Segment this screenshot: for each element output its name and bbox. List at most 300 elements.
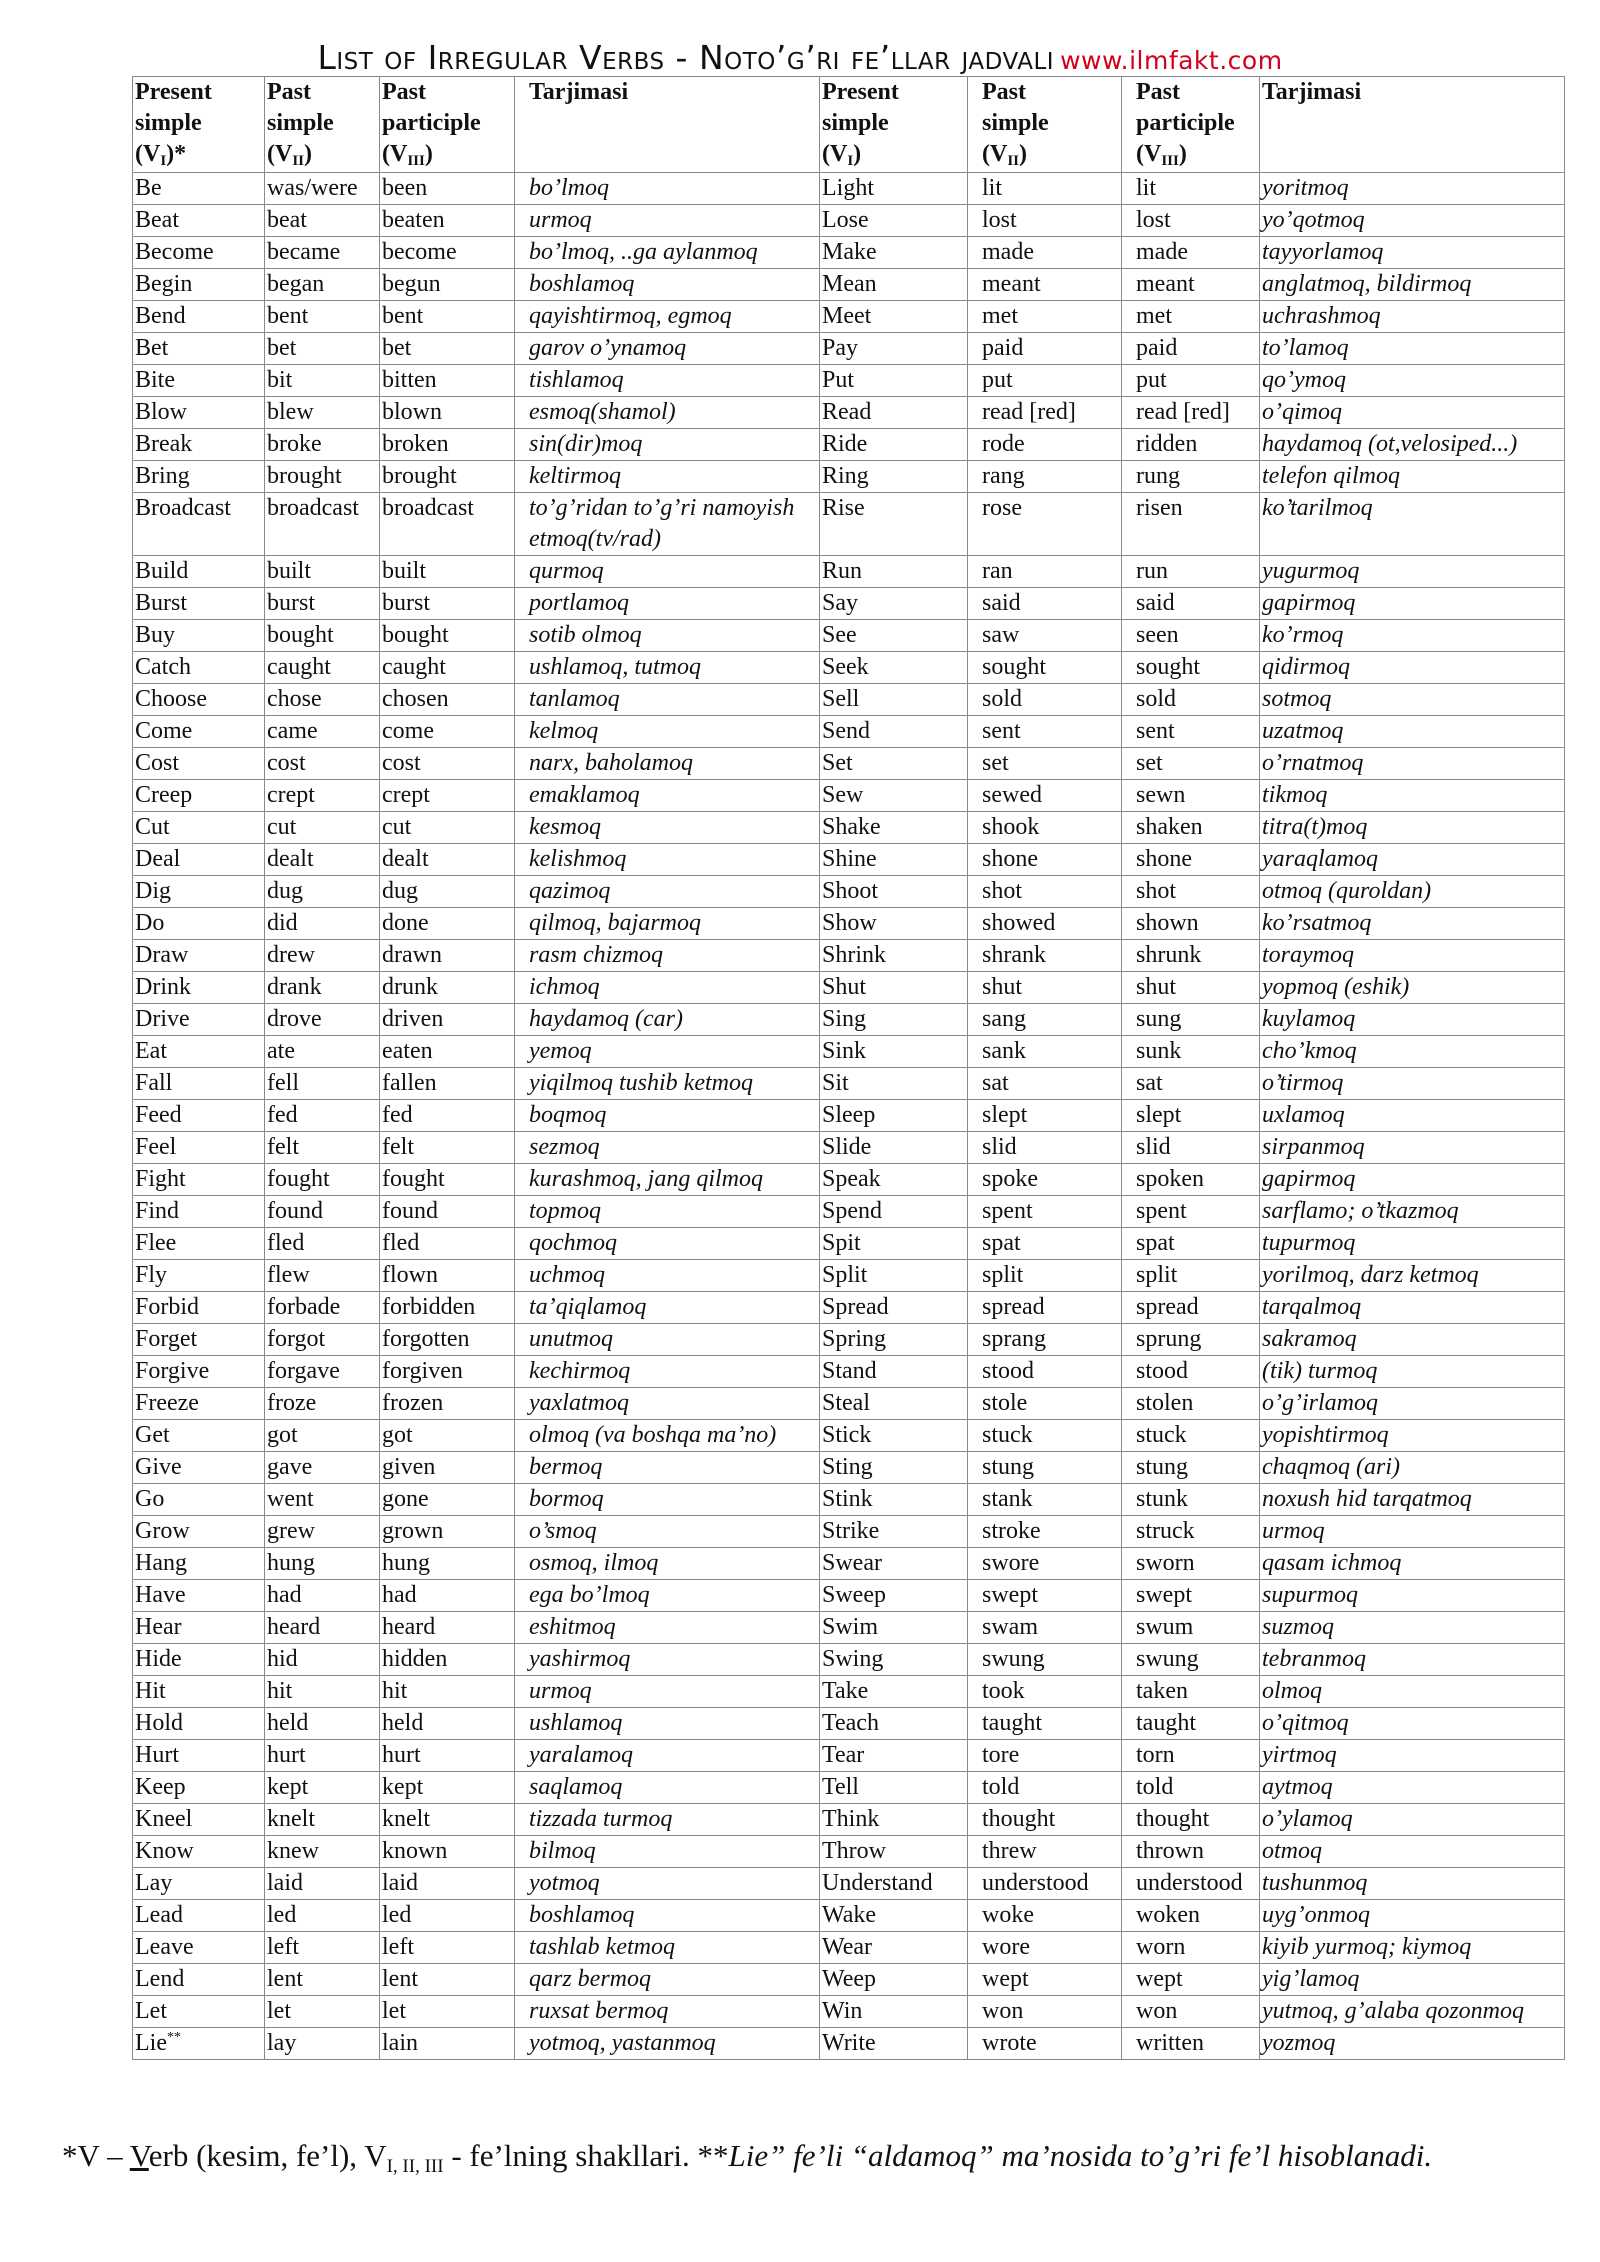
verb-past-2: lit bbox=[968, 173, 1122, 205]
verb-translation: narx, baholamoq bbox=[515, 748, 820, 780]
verb-past-2: sewed bbox=[968, 780, 1122, 812]
verb-translation: o’smoq bbox=[515, 1516, 820, 1548]
verb-translation-2: sotmoq bbox=[1260, 684, 1565, 716]
table-row bbox=[133, 940, 1565, 972]
verb-past-2: shut bbox=[968, 972, 1122, 1004]
verb-present-2: Ride bbox=[820, 429, 968, 461]
verb-participle-2: spat bbox=[1122, 1228, 1260, 1260]
verb-past: hit bbox=[265, 1676, 380, 1708]
verb-present: Cut bbox=[133, 812, 265, 844]
verb-past: had bbox=[265, 1580, 380, 1612]
verb-past-2: swam bbox=[968, 1612, 1122, 1644]
verb-present: Grow bbox=[133, 1516, 265, 1548]
verb-past: felt bbox=[265, 1132, 380, 1164]
verb-participle: burst bbox=[380, 588, 515, 620]
verb-translation-2: anglatmoq, bildirmoq bbox=[1260, 269, 1565, 301]
table-row bbox=[133, 684, 1565, 716]
verb-present-2: Shut bbox=[820, 972, 968, 1004]
verb-participle: fled bbox=[380, 1228, 515, 1260]
verb-participle: been bbox=[380, 173, 515, 205]
verb-past-2: spoke bbox=[968, 1164, 1122, 1196]
verb-past: blew bbox=[265, 397, 380, 429]
verb-present: Hear bbox=[133, 1612, 265, 1644]
verb-present-2: Meet bbox=[820, 301, 968, 333]
verb-translation-2: yutmoq, g’alaba qozonmoq bbox=[1260, 1996, 1565, 2028]
verb-past-2: stung bbox=[968, 1452, 1122, 1484]
verb-participle: chosen bbox=[380, 684, 515, 716]
verb-participle-2: seen bbox=[1122, 620, 1260, 652]
verb-past: bet bbox=[265, 333, 380, 365]
verb-past: laid bbox=[265, 1868, 380, 1900]
verb-present-2: Stand bbox=[820, 1356, 968, 1388]
verb-translation: kechirmoq bbox=[515, 1356, 820, 1388]
verb-present-2: Win bbox=[820, 1996, 968, 2028]
verb-past: became bbox=[265, 237, 380, 269]
verb-participle-2: stuck bbox=[1122, 1420, 1260, 1452]
verb-past-2: shot bbox=[968, 876, 1122, 908]
verb-past: drank bbox=[265, 972, 380, 1004]
verb-participle: bitten bbox=[380, 365, 515, 397]
verb-present: Blow bbox=[133, 397, 265, 429]
verb-past: came bbox=[265, 716, 380, 748]
verb-present-2: Read bbox=[820, 397, 968, 429]
verb-participle-2: shaken bbox=[1122, 812, 1260, 844]
footnote: *V – Verb (kesim, fe’l), $V_{I, II, III}$ - fe’lning shakllari. **Lie” fe’li “aldamoq” ma’nosida to’g’ri fe’l hisoblanadi. bbox=[62, 2138, 1433, 2177]
verb-past-2: stank bbox=[968, 1484, 1122, 1516]
verb-translation: topmoq bbox=[515, 1196, 820, 1228]
verb-present-2: Set bbox=[820, 748, 968, 780]
verb-past: lay bbox=[265, 2028, 380, 2060]
table-row bbox=[133, 1484, 1565, 1516]
verb-translation: qochmoq bbox=[515, 1228, 820, 1260]
verb-participle-2: worn bbox=[1122, 1932, 1260, 1964]
table-row bbox=[133, 1772, 1565, 1804]
verb-participle-2: sung bbox=[1122, 1004, 1260, 1036]
verb-past-2: wept bbox=[968, 1964, 1122, 1996]
verb-present-2: Take bbox=[820, 1676, 968, 1708]
verb-past-2: showed bbox=[968, 908, 1122, 940]
verb-participle: driven bbox=[380, 1004, 515, 1036]
verb-present: Go bbox=[133, 1484, 265, 1516]
verb-participle: led bbox=[380, 1900, 515, 1932]
verb-past-2: rode bbox=[968, 429, 1122, 461]
verb-present: Deal bbox=[133, 844, 265, 876]
verb-participle-2: sought bbox=[1122, 652, 1260, 684]
verb-present-2: Swing bbox=[820, 1644, 968, 1676]
verb-participle-2: taken bbox=[1122, 1676, 1260, 1708]
verb-translation: tishlamoq bbox=[515, 365, 820, 397]
verb-present: Creep bbox=[133, 780, 265, 812]
verb-present: Feel bbox=[133, 1132, 265, 1164]
verb-past-2: saw bbox=[968, 620, 1122, 652]
verb-translation: ushlamoq, tutmoq bbox=[515, 652, 820, 684]
verb-participle: frozen bbox=[380, 1388, 515, 1420]
verb-present-2: Run bbox=[820, 556, 968, 588]
header-present-simple: Present simple $(V_I)*$ bbox=[133, 77, 265, 173]
verb-translation-2: ko’rsatmoq bbox=[1260, 908, 1565, 940]
verb-past: chose bbox=[265, 684, 380, 716]
verb-translation: qilmoq, bajarmoq bbox=[515, 908, 820, 940]
verb-past-2: sat bbox=[968, 1068, 1122, 1100]
verb-participle: bent bbox=[380, 301, 515, 333]
verb-participle: fallen bbox=[380, 1068, 515, 1100]
verb-translation: ega bo’lmoq bbox=[515, 1580, 820, 1612]
table-row bbox=[133, 2028, 1565, 2060]
table-row bbox=[133, 1228, 1565, 1260]
verb-present-2: Sew bbox=[820, 780, 968, 812]
verb-participle-2: run bbox=[1122, 556, 1260, 588]
verb-past: brought bbox=[265, 461, 380, 493]
table-row bbox=[133, 1292, 1565, 1324]
table-row bbox=[133, 748, 1565, 780]
verb-participle: let bbox=[380, 1996, 515, 2028]
table-row bbox=[133, 237, 1565, 269]
verb-past-2: sang bbox=[968, 1004, 1122, 1036]
verb-past: broke bbox=[265, 429, 380, 461]
verb-participle-2: shone bbox=[1122, 844, 1260, 876]
table-row bbox=[133, 1036, 1565, 1068]
table-row bbox=[133, 1420, 1565, 1452]
verb-present: Buy bbox=[133, 620, 265, 652]
verb-participle-2: swung bbox=[1122, 1644, 1260, 1676]
verb-translation: bermoq bbox=[515, 1452, 820, 1484]
verb-participle: broadcast bbox=[380, 493, 515, 556]
verb-translation-2: o’qitmoq bbox=[1260, 1708, 1565, 1740]
verb-present: Feed bbox=[133, 1100, 265, 1132]
verb-participle: begun bbox=[380, 269, 515, 301]
verb-past-2: stroke bbox=[968, 1516, 1122, 1548]
verb-past: crept bbox=[265, 780, 380, 812]
verb-present-2: Spend bbox=[820, 1196, 968, 1228]
verb-past: fed bbox=[265, 1100, 380, 1132]
verb-present: Come bbox=[133, 716, 265, 748]
verb-past-2: slid bbox=[968, 1132, 1122, 1164]
verb-present: Begin bbox=[133, 269, 265, 301]
verb-past: knelt bbox=[265, 1804, 380, 1836]
verb-past-2: wrote bbox=[968, 2028, 1122, 2060]
verb-present-2: Tear bbox=[820, 1740, 968, 1772]
table-row bbox=[133, 1388, 1565, 1420]
verb-translation: haydamoq (car) bbox=[515, 1004, 820, 1036]
verb-participle-2: swept bbox=[1122, 1580, 1260, 1612]
verb-translation-2: uyg’onmoq bbox=[1260, 1900, 1565, 1932]
table-row bbox=[133, 844, 1565, 876]
verb-participle: laid bbox=[380, 1868, 515, 1900]
verb-translation-2: haydamoq (ot,velosiped...) bbox=[1260, 429, 1565, 461]
verb-present-2: See bbox=[820, 620, 968, 652]
verb-participle: beaten bbox=[380, 205, 515, 237]
verb-participle-2: sewn bbox=[1122, 780, 1260, 812]
verb-present: Forbid bbox=[133, 1292, 265, 1324]
verb-past-2: stole bbox=[968, 1388, 1122, 1420]
verb-translation-2: o’g’irlamoq bbox=[1260, 1388, 1565, 1420]
verb-participle: got bbox=[380, 1420, 515, 1452]
verb-participle: broken bbox=[380, 429, 515, 461]
verb-translation-2: cho’kmoq bbox=[1260, 1036, 1565, 1068]
table-row bbox=[133, 908, 1565, 940]
verb-translation: portlamoq bbox=[515, 588, 820, 620]
verb-past: led bbox=[265, 1900, 380, 1932]
verb-past-2: thought bbox=[968, 1804, 1122, 1836]
table-row bbox=[133, 620, 1565, 652]
verb-participle-2: stunk bbox=[1122, 1484, 1260, 1516]
verb-translation-2: aytmoq bbox=[1260, 1772, 1565, 1804]
verb-participle: drunk bbox=[380, 972, 515, 1004]
verb-translation: ta’qiqlamoq bbox=[515, 1292, 820, 1324]
verb-translation: eshitmoq bbox=[515, 1612, 820, 1644]
verb-translation: sin(dir)moq bbox=[515, 429, 820, 461]
verb-translation: boshlamoq bbox=[515, 269, 820, 301]
verb-participle: dug bbox=[380, 876, 515, 908]
verb-participle: eaten bbox=[380, 1036, 515, 1068]
verb-present: Flee bbox=[133, 1228, 265, 1260]
verb-present-2: Ring bbox=[820, 461, 968, 493]
verb-translation-2: gapirmoq bbox=[1260, 1164, 1565, 1196]
table-row bbox=[133, 652, 1565, 684]
verb-translation: yemoq bbox=[515, 1036, 820, 1068]
verb-past-2: rose bbox=[968, 493, 1122, 556]
table-row bbox=[133, 1324, 1565, 1356]
table-row bbox=[133, 1004, 1565, 1036]
table-row bbox=[133, 1740, 1565, 1772]
verb-past: bought bbox=[265, 620, 380, 652]
verb-past: bit bbox=[265, 365, 380, 397]
verb-participle-2: sworn bbox=[1122, 1548, 1260, 1580]
verb-participle-2: read [red] bbox=[1122, 397, 1260, 429]
verb-past: fell bbox=[265, 1068, 380, 1100]
verb-past: fled bbox=[265, 1228, 380, 1260]
verb-present: Hide bbox=[133, 1644, 265, 1676]
verb-present: Drink bbox=[133, 972, 265, 1004]
verb-present-2: Slide bbox=[820, 1132, 968, 1164]
verb-present-2: Say bbox=[820, 588, 968, 620]
verb-past-2: sank bbox=[968, 1036, 1122, 1068]
verb-present: Fall bbox=[133, 1068, 265, 1100]
table-row bbox=[133, 1132, 1565, 1164]
verb-present: Fight bbox=[133, 1164, 265, 1196]
verb-translation: tanlamoq bbox=[515, 684, 820, 716]
verb-participle-2: sprung bbox=[1122, 1324, 1260, 1356]
verb-translation: qazimoq bbox=[515, 876, 820, 908]
table-row bbox=[133, 1356, 1565, 1388]
header-past-simple: Past simple $(V_{II})$ bbox=[265, 77, 380, 173]
verb-present: Forgive bbox=[133, 1356, 265, 1388]
verb-past: hurt bbox=[265, 1740, 380, 1772]
verb-participle: built bbox=[380, 556, 515, 588]
table-row bbox=[133, 365, 1565, 397]
verb-past: cost bbox=[265, 748, 380, 780]
verb-present-2: Put bbox=[820, 365, 968, 397]
footnote-marker: ** bbox=[166, 2030, 181, 2045]
table-row bbox=[133, 716, 1565, 748]
verb-participle-2: shrunk bbox=[1122, 940, 1260, 972]
table-row bbox=[133, 1836, 1565, 1868]
verb-translation-2: kiyib yurmoq; kiymoq bbox=[1260, 1932, 1565, 1964]
header-translation: Tarjimasi bbox=[515, 77, 820, 173]
verb-past: forbade bbox=[265, 1292, 380, 1324]
verb-translation: qurmoq bbox=[515, 556, 820, 588]
table-header-row bbox=[133, 77, 1565, 173]
verb-translation: urmoq bbox=[515, 205, 820, 237]
verb-participle-2: said bbox=[1122, 588, 1260, 620]
verb-present-2: Shoot bbox=[820, 876, 968, 908]
verb-translation: kurashmoq, jang qilmoq bbox=[515, 1164, 820, 1196]
verb-present: Hang bbox=[133, 1548, 265, 1580]
verb-past: was/were bbox=[265, 173, 380, 205]
verb-participle-2: made bbox=[1122, 237, 1260, 269]
table-row bbox=[133, 1964, 1565, 1996]
table-row bbox=[133, 301, 1565, 333]
verb-translation-2: sarflamo; o’tkazmoq bbox=[1260, 1196, 1565, 1228]
verb-translation-2: o’tirmoq bbox=[1260, 1068, 1565, 1100]
verb-present-2: Throw bbox=[820, 1836, 968, 1868]
verb-participle-2: shut bbox=[1122, 972, 1260, 1004]
verb-present-2: Spring bbox=[820, 1324, 968, 1356]
verb-translation-2: yopishtirmoq bbox=[1260, 1420, 1565, 1452]
table-row bbox=[133, 1260, 1565, 1292]
table-row bbox=[133, 1452, 1565, 1484]
verb-present: Broadcast bbox=[133, 493, 265, 556]
verb-translation-2: qo’ymoq bbox=[1260, 365, 1565, 397]
verb-participle-2: stung bbox=[1122, 1452, 1260, 1484]
verb-past: built bbox=[265, 556, 380, 588]
header-present-simple-2: Present simple $(V_I)$ bbox=[820, 77, 968, 173]
table-row bbox=[133, 1068, 1565, 1100]
website-link[interactable]: www.ilmfakt.com bbox=[1060, 46, 1283, 75]
verb-past-2: spat bbox=[968, 1228, 1122, 1260]
verb-participle-2: rung bbox=[1122, 461, 1260, 493]
verb-past-2: slept bbox=[968, 1100, 1122, 1132]
verb-present-2: Speak bbox=[820, 1164, 968, 1196]
verb-participle: forgotten bbox=[380, 1324, 515, 1356]
verb-participle: done bbox=[380, 908, 515, 940]
verb-participle-2: slid bbox=[1122, 1132, 1260, 1164]
verb-present-2: Wear bbox=[820, 1932, 968, 1964]
verb-present: Lead bbox=[133, 1900, 265, 1932]
verb-past-2: made bbox=[968, 237, 1122, 269]
verb-participle: hurt bbox=[380, 1740, 515, 1772]
verb-translation-2: yirtmoq bbox=[1260, 1740, 1565, 1772]
verb-translation-2: urmoq bbox=[1260, 1516, 1565, 1548]
verb-participle-2: shot bbox=[1122, 876, 1260, 908]
verb-present-2: Sit bbox=[820, 1068, 968, 1100]
verb-participle: lain bbox=[380, 2028, 515, 2060]
verb-past-2: met bbox=[968, 301, 1122, 333]
verb-translation-2: noxush hid tarqatmoq bbox=[1260, 1484, 1565, 1516]
verb-past: held bbox=[265, 1708, 380, 1740]
verb-participle: become bbox=[380, 237, 515, 269]
verb-participle-2: ridden bbox=[1122, 429, 1260, 461]
verb-present-2: Swim bbox=[820, 1612, 968, 1644]
irregular-verbs-table bbox=[132, 76, 1565, 2060]
verb-translation: esmoq(shamol) bbox=[515, 397, 820, 429]
verb-translation: emaklamoq bbox=[515, 780, 820, 812]
verb-participle-2: thought bbox=[1122, 1804, 1260, 1836]
verb-translation: boshlamoq bbox=[515, 1900, 820, 1932]
verb-participle-2: meant bbox=[1122, 269, 1260, 301]
verb-participle-2: written bbox=[1122, 2028, 1260, 2060]
verb-past: fought bbox=[265, 1164, 380, 1196]
verb-participle-2: sat bbox=[1122, 1068, 1260, 1100]
verb-translation-2: titra(t)moq bbox=[1260, 812, 1565, 844]
verb-participle: forbidden bbox=[380, 1292, 515, 1324]
verb-participle: hit bbox=[380, 1676, 515, 1708]
table-row bbox=[133, 780, 1565, 812]
verb-past: gave bbox=[265, 1452, 380, 1484]
verb-translation: qayishtirmoq, egmoq bbox=[515, 301, 820, 333]
verb-participle-2: torn bbox=[1122, 1740, 1260, 1772]
verb-participle-2: shown bbox=[1122, 908, 1260, 940]
verb-present-2: Sing bbox=[820, 1004, 968, 1036]
verb-present: Hold bbox=[133, 1708, 265, 1740]
table-row bbox=[133, 1868, 1565, 1900]
verb-past-2: set bbox=[968, 748, 1122, 780]
verb-participle-2: wept bbox=[1122, 1964, 1260, 1996]
verb-present: Hit bbox=[133, 1676, 265, 1708]
verb-translation-2: yo’qotmoq bbox=[1260, 205, 1565, 237]
verb-present-2: Make bbox=[820, 237, 968, 269]
verb-participle-2: set bbox=[1122, 748, 1260, 780]
verb-present-2: Sell bbox=[820, 684, 968, 716]
verb-translation: qarz bermoq bbox=[515, 1964, 820, 1996]
verb-translation: sotib olmoq bbox=[515, 620, 820, 652]
verb-past-2: swung bbox=[968, 1644, 1122, 1676]
verb-past-2: taught bbox=[968, 1708, 1122, 1740]
verb-participle: fought bbox=[380, 1164, 515, 1196]
verb-participle: felt bbox=[380, 1132, 515, 1164]
verb-participle-2: slept bbox=[1122, 1100, 1260, 1132]
verb-participle: given bbox=[380, 1452, 515, 1484]
verb-past-2: swore bbox=[968, 1548, 1122, 1580]
verb-translation-2: yozmoq bbox=[1260, 2028, 1565, 2060]
verb-translation: keltirmoq bbox=[515, 461, 820, 493]
verb-present-2: Light bbox=[820, 173, 968, 205]
verb-present-2: Send bbox=[820, 716, 968, 748]
verb-participle: cut bbox=[380, 812, 515, 844]
verb-past-2: took bbox=[968, 1676, 1122, 1708]
verb-present-2: Steal bbox=[820, 1388, 968, 1420]
verb-present-2: Spread bbox=[820, 1292, 968, 1324]
verb-participle-2: told bbox=[1122, 1772, 1260, 1804]
verb-past: began bbox=[265, 269, 380, 301]
verb-translation-2: yorilmoq, darz ketmoq bbox=[1260, 1260, 1565, 1292]
verb-present: Have bbox=[133, 1580, 265, 1612]
verb-past: forgave bbox=[265, 1356, 380, 1388]
verb-translation-2: otmoq (quroldan) bbox=[1260, 876, 1565, 908]
verb-present-2: Sleep bbox=[820, 1100, 968, 1132]
verb-present-2: Stink bbox=[820, 1484, 968, 1516]
verb-present-2: Sweep bbox=[820, 1580, 968, 1612]
verb-participle: gone bbox=[380, 1484, 515, 1516]
table-row bbox=[133, 556, 1565, 588]
verb-past: heard bbox=[265, 1612, 380, 1644]
verb-translation: bilmoq bbox=[515, 1836, 820, 1868]
verb-participle: forgiven bbox=[380, 1356, 515, 1388]
verb-past-2: paid bbox=[968, 333, 1122, 365]
verb-translation: yaxlatmoq bbox=[515, 1388, 820, 1420]
verb-translation: tizzada turmoq bbox=[515, 1804, 820, 1836]
verb-past: ate bbox=[265, 1036, 380, 1068]
verb-participle: brought bbox=[380, 461, 515, 493]
verb-participle: kept bbox=[380, 1772, 515, 1804]
verb-past-2: sold bbox=[968, 684, 1122, 716]
verb-past: burst bbox=[265, 588, 380, 620]
verb-present-2: Seek bbox=[820, 652, 968, 684]
verb-translation-2: yig’lamoq bbox=[1260, 1964, 1565, 1996]
table-row bbox=[133, 588, 1565, 620]
verb-participle: found bbox=[380, 1196, 515, 1228]
verb-translation-2: tikmoq bbox=[1260, 780, 1565, 812]
